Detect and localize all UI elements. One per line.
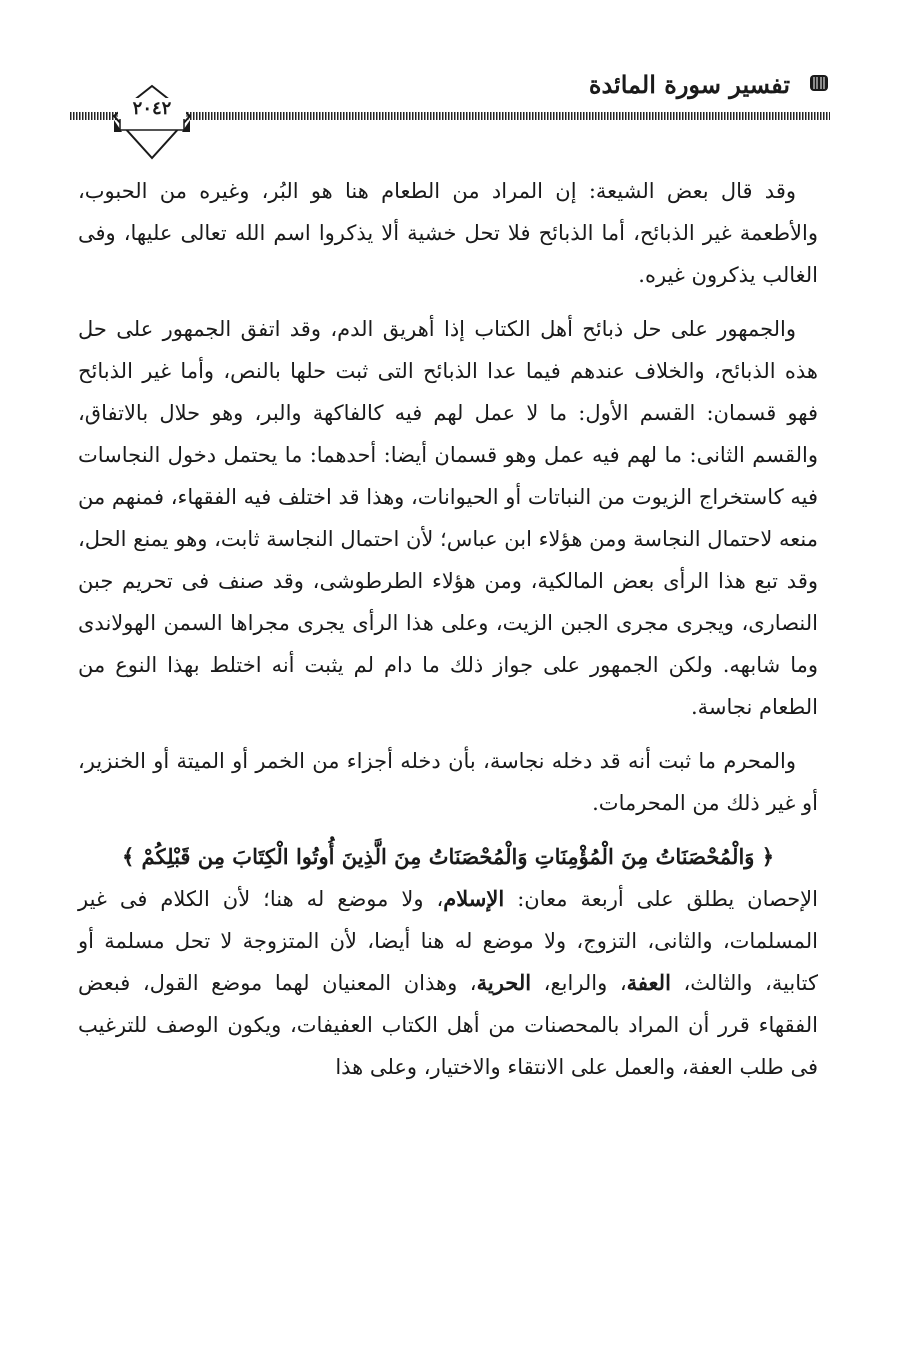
paragraph: والمحرم ما ثبت أنه قد دخله نجاسة، بأن دخله أجزاء من الخمر أو الميتة أو الخنزير، أو غير ذلك من المحرمات. — [78, 749, 818, 815]
quran-verse: ﴿ وَالْمُحْصَنَاتُ مِنَ الْمُؤْمِنَاتِ وَالْمُحْصَنَاتُ مِنَ الَّذِينَ أُوتُوا الْكِتَابَ مِن قَبْلِكُمْ ﴾ — [121, 844, 775, 869]
paragraph-text: ، ولا موضع له هنا؛ لأن الكلام فى غير المسلمات، والثانى، التزوج، ولا موضع له هنا أيضا، لأن المتزوجة لا تحل مسلمة أو كتابية، والثالث، — [78, 887, 818, 995]
page-number-frame — [110, 82, 194, 162]
page-header — [70, 48, 830, 158]
paragraph: والجمهور على حل ذبائح أهل الكتاب إذا أهريق الدم، وقد اتفق الجمهور على حل هذه الذبائح، والخلاف عندهم فيما عدا الذبائح التى ثبت حلها بالنص، وأما غير الذبائح فهو قسمان: القسم الأول: ما لا عمل لهم فيه كالفاكهة والبر، وهو حلال بالاتفاق، والقسم الثانى: ما لهم فيه عمل وهو قسمان أيضا: أحدهما: ما يحتمل دخول النجاسات فيه كاستخراج الزيوت من النباتات أو الحيوانات، وهذا قد اختلف فيه الفقهاء، فمنهم من منعه لاحتمال النجاسة ومن هؤلاء ابن عباس؛ لأن احتمال النجاسة ثابت، وهو يمنع الحل، وقد تبع هذا الرأى بعض المالكية، ومن هؤلاء الطرطوشى، وقد صنف فى تحريم جبن النصارى، ويجرى مجرى الجبن الزيت، وعلى هذا الرأى يجرى مجراها السمن الهولاندى وما شابهه. ولكن الجمهور على جواز ذلك ما دام لم يثبت أنه اختلط بهذا النوع من الطعام نجاسة. — [78, 317, 818, 719]
page-number: ٢٠٤٢ — [118, 98, 186, 119]
running-title: تفسير سورة المائدة — [588, 70, 790, 99]
paragraph: وقد قال بعض الشيعة: إن المراد من الطعام هنا هو البُر، وغيره من الحبوب، والأطعمة غير الذبائح، أما الذبائح فلا تحل خشية ألا يذكروا اسم الله تعالى عليها، وفى الغالب يذكرون غيره. — [78, 179, 818, 287]
bold-term: الإسلام — [443, 886, 505, 911]
paragraph-text: ، وهذان المعنيان لهما موضع القول، فبعض الفقهاء قرر أن المراد بالمحصنات من أهل الكتاب العفيفات، ويكون الوصف للترغيب فى طلب العفة، والعمل على الانتقاء والاختيار، وعلى هذا — [78, 971, 818, 1079]
book-ornament-icon — [808, 72, 830, 94]
bold-term: العفة — [626, 970, 671, 995]
paragraph — [78, 878, 818, 1088]
bold-term: الحرية — [476, 970, 532, 995]
paragraph-text: الإحصان يطلق على أربعة معان: — [504, 887, 818, 911]
paragraph-text: ، والرابع، — [531, 971, 627, 995]
page-body — [78, 170, 818, 1100]
